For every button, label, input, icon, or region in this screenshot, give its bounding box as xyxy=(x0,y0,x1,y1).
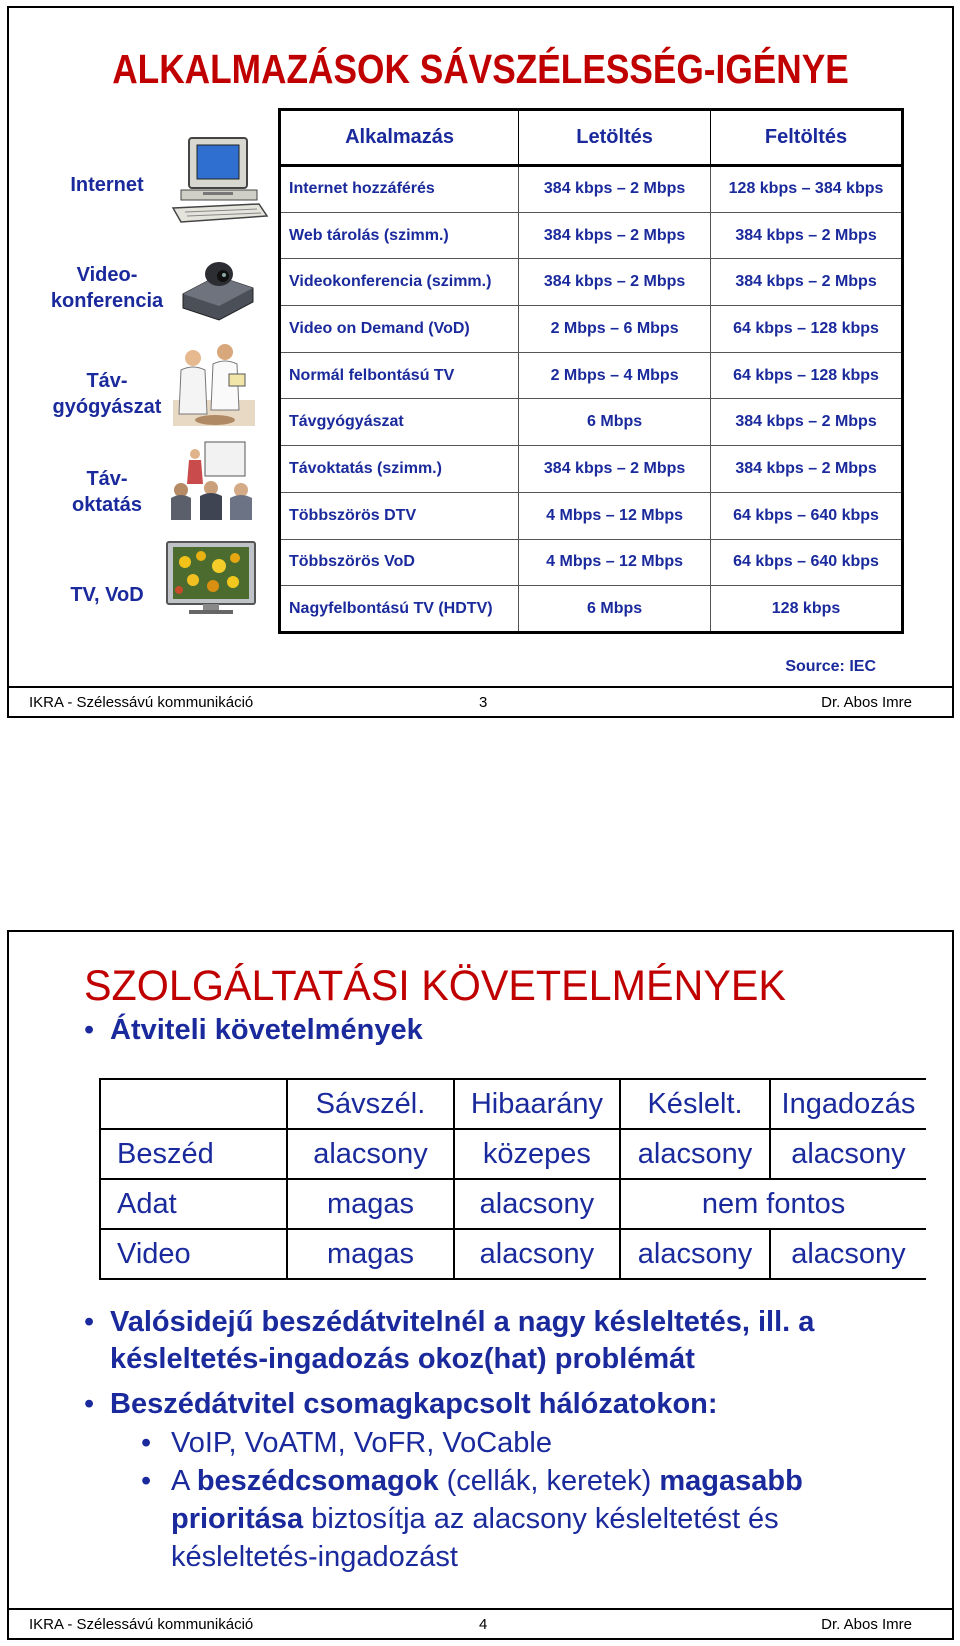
footer-author: Dr. Abos Imre xyxy=(821,694,912,711)
row-label: Beszéd xyxy=(100,1129,287,1179)
category-videoconference: Video- konferencia xyxy=(50,264,164,312)
bullet-marker: • xyxy=(84,1014,95,1046)
tv-icon xyxy=(165,540,257,616)
table-row xyxy=(100,1229,926,1279)
table-row xyxy=(280,166,903,213)
row-label: Adat xyxy=(100,1179,287,1229)
download-cell: 384 kbps – 2 Mbps xyxy=(519,446,711,493)
category-internet: Internet xyxy=(70,174,144,196)
videoconference-device-icon xyxy=(177,248,257,324)
table-row xyxy=(100,1179,926,1229)
application-cell: Internet hozzáférés xyxy=(280,166,519,213)
category-tv-vod: TV, VoD xyxy=(70,584,144,606)
header-delay: Késlelt. xyxy=(620,1079,770,1129)
bullet-marker: • xyxy=(84,1306,95,1338)
download-cell: 2 Mbps – 4 Mbps xyxy=(519,352,711,399)
table-row xyxy=(280,586,903,633)
application-cell: Videokonferencia (szimm.) xyxy=(280,259,519,306)
table-cell: alacsony xyxy=(454,1229,620,1279)
upload-cell: 64 kbps – 640 kbps xyxy=(711,539,903,586)
table-row xyxy=(280,212,903,259)
table-cell: nem fontos xyxy=(620,1179,926,1229)
sub-bullet-priority: • A beszédcsomagok (cellák, keretek) magasabb prioritása biztosítja az alacsony késleltetést és késleltetés-ingadozást xyxy=(141,1462,861,1576)
slide-title: ALKALMAZÁSOK SÁVSZÉLESSÉG-IGÉNYE xyxy=(112,46,849,92)
slide-bandwidth xyxy=(7,6,954,718)
download-cell: 4 Mbps – 12 Mbps xyxy=(519,539,711,586)
classroom-icon xyxy=(167,440,259,526)
upload-cell: 384 kbps – 2 Mbps xyxy=(711,399,903,446)
table-cell: alacsony xyxy=(770,1229,926,1279)
emphasis-higher-priority: magasabb prioritása xyxy=(171,1465,803,1535)
download-cell: 2 Mbps – 6 Mbps xyxy=(519,306,711,353)
table-row xyxy=(280,492,903,539)
application-cell: Többszörös DTV xyxy=(280,492,519,539)
table-header-row xyxy=(100,1079,926,1129)
upload-cell: 384 kbps – 2 Mbps xyxy=(711,259,903,306)
bandwidth-table xyxy=(278,108,904,634)
bullet-marker: • xyxy=(141,1465,152,1497)
footer xyxy=(9,686,952,716)
bullet-transmission-requirements: • Átviteli követelmények xyxy=(84,1012,423,1049)
table-cell: alacsony xyxy=(620,1129,770,1179)
footer-course: IKRA - Szélessávú kommunikáció xyxy=(29,1616,254,1633)
download-cell: 6 Mbps xyxy=(519,399,711,446)
footer-course: IKRA - Szélessávú kommunikáció xyxy=(29,694,254,711)
table-cell: magas xyxy=(287,1179,453,1229)
source-note: Source: IEC xyxy=(785,658,876,675)
header-upload: Feltöltés xyxy=(711,110,903,166)
application-cell: Nagyfelbontású TV (HDTV) xyxy=(280,586,519,633)
upload-cell: 384 kbps – 2 Mbps xyxy=(711,212,903,259)
doctors-icon xyxy=(173,340,255,426)
table-cell: alacsony xyxy=(454,1179,620,1229)
sub-bullet-protocols: • VoIP, VoATM, VoFR, VoCable xyxy=(141,1424,552,1462)
upload-cell: 128 kbps xyxy=(711,586,903,633)
category-distance-learning: Táv- oktatás xyxy=(71,468,143,516)
upload-cell: 64 kbps – 640 kbps xyxy=(711,492,903,539)
table-row xyxy=(280,306,903,353)
download-cell: 6 Mbps xyxy=(519,586,711,633)
computer-icon xyxy=(169,136,269,228)
application-cell: Web tárolás (szimm.) xyxy=(280,212,519,259)
download-cell: 384 kbps – 2 Mbps xyxy=(519,212,711,259)
table-row xyxy=(280,446,903,493)
application-cell: Távoktatás (szimm.) xyxy=(280,446,519,493)
table-header-row xyxy=(280,110,903,166)
application-cell: Távgyógyászat xyxy=(280,399,519,446)
header-jitter: Ingadozás xyxy=(770,1079,926,1129)
table-row xyxy=(280,539,903,586)
footer xyxy=(9,1608,952,1638)
footer-page-number: 4 xyxy=(479,1616,488,1633)
application-cell: Normál felbontású TV xyxy=(280,352,519,399)
header-download: Letöltés xyxy=(519,110,711,166)
download-cell: 384 kbps – 2 Mbps xyxy=(519,166,711,213)
header-bandwidth: Sávszél. xyxy=(287,1079,453,1129)
table-row xyxy=(100,1129,926,1179)
application-cell: Video on Demand (VoD) xyxy=(280,306,519,353)
category-telemedicine: Táv- gyógyászat xyxy=(52,370,162,418)
bullet-packet-voice: • Beszédátvitel csomagkapcsolt hálózatokon: xyxy=(84,1386,718,1423)
upload-cell: 64 kbps – 128 kbps xyxy=(711,352,903,399)
table-cell: magas xyxy=(287,1229,453,1279)
download-cell: 384 kbps – 2 Mbps xyxy=(519,259,711,306)
table-row xyxy=(280,259,903,306)
table-cell: alacsony xyxy=(287,1129,453,1179)
table-row xyxy=(280,352,903,399)
header-empty xyxy=(100,1079,287,1129)
upload-cell: 384 kbps – 2 Mbps xyxy=(711,446,903,493)
slide-title: SZOLGÁLTATÁSI KÖVETELMÉNYEK xyxy=(84,962,786,1010)
header-error-rate: Hibaarány xyxy=(454,1079,620,1129)
table-cell: közepes xyxy=(454,1129,620,1179)
bullet-realtime-voice: • Valósidejű beszédátvitelnél a nagy késleltetés, ill. a késleltetés-ingadozás okoz(hat) problémát xyxy=(84,1306,815,1375)
upload-cell: 128 kbps – 384 kbps xyxy=(711,166,903,213)
table-cell: alacsony xyxy=(770,1129,926,1179)
upload-cell: 64 kbps – 128 kbps xyxy=(711,306,903,353)
application-cell: Többszörös VoD xyxy=(280,539,519,586)
requirements-table xyxy=(99,1078,926,1280)
bullet-marker: • xyxy=(84,1388,95,1420)
emphasis-voice-packets: beszédcsomagok xyxy=(196,1465,439,1497)
bullet-marker: • xyxy=(141,1427,152,1459)
table-row xyxy=(280,399,903,446)
row-label: Video xyxy=(100,1229,287,1279)
header-application: Alkalmazás xyxy=(280,110,519,166)
download-cell: 4 Mbps – 12 Mbps xyxy=(519,492,711,539)
table-cell: alacsony xyxy=(620,1229,770,1279)
footer-author: Dr. Abos Imre xyxy=(821,1616,912,1633)
slide-service-requirements xyxy=(7,930,954,1640)
footer-page-number: 3 xyxy=(479,694,488,711)
